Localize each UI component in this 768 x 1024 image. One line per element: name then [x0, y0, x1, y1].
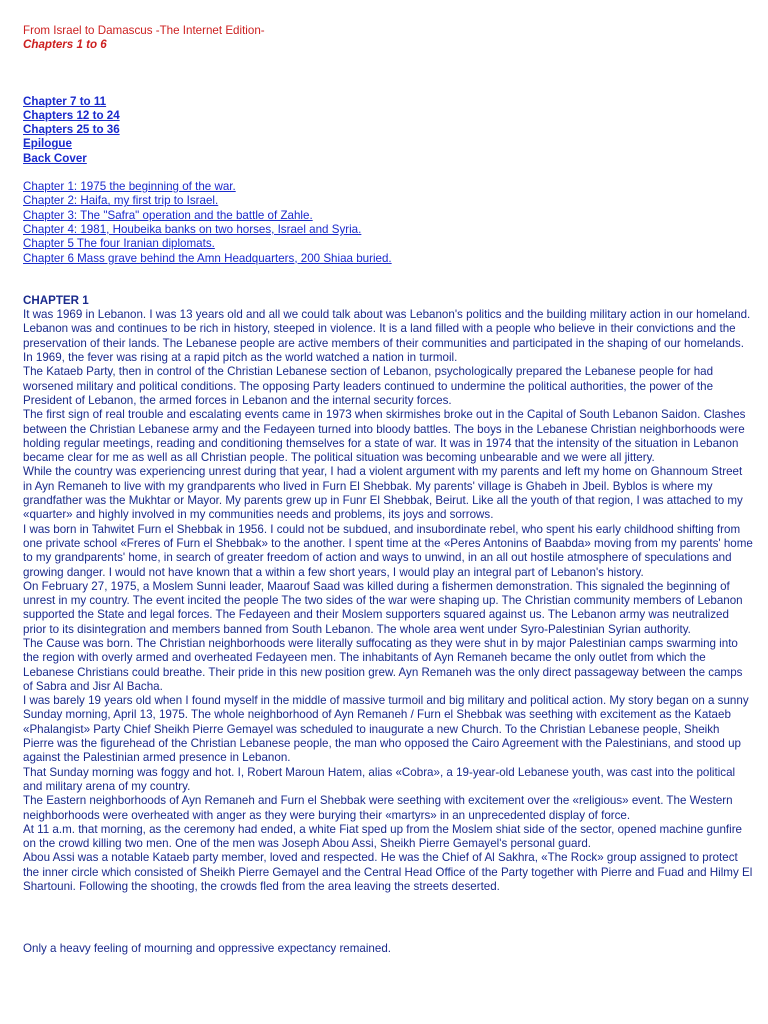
- paragraph: The first sign of real trouble and escalating events came in 1973 when skirmishes broke out in the Capital of South Lebanon Saidon. Clashes between the Christian Lebanese army and the Fedayeen turned into bloody battles. The boys in the Lebanese Christian neighborhoods were holding regular meetings, reading and conditioning themselves for a state of war. It was in 1974 that the intensity of the situation in Lebanon became clear for me as well as all Christian people. The political situation was becoming unbearable and we were all jittery.: [23, 408, 746, 465]
- link-chapter-4[interactable]: Chapter 4: 1981, Houbeika banks on two horses, Israel and Syria.: [23, 222, 362, 236]
- chapter-heading: CHAPTER 1: [23, 293, 89, 307]
- paragraph: I was born in Tahwitet Furn el Shebbak in 1956. I could not be subdued, and insubordinate rebel, who spent his early childhood shifting from one private school «Freres of Furn el Shebbak» to the another. I spent time at the «Peres Antonins of Baabda» moving from my parents' home to my grandparents' home, in search of greater freedom of action and ways to unwind, in an all out hostile atmosphere of speculations and growing danger. I would not have known that a within a few short years, I would play an integral part of Lebanon's history.: [23, 522, 753, 579]
- paragraph: It was 1969 in Lebanon. I was 13 years old and all we could talk about was Lebanon's politics and the building military action in our homeland. Lebanon was and continues to be rich in history, steeped in violence. It is a land filled with a people who believe in their convictions and the preservation of their lands. The Lebanese people are active members of their communities and participated in the shaping of our homelands. In 1969, the fever was rising at a rapid pitch as the world watched a nation in turmoil.: [23, 308, 751, 365]
- paragraph: The Kataeb Party, then in control of the Christian Lebanese section of Lebanon, psychologically prepared the Lebanese people for had worsened military and political conditions. The opposing Party leaders continued to undermine the political authorities, the power of the President of Lebanon, the armed forces in Lebanon and the internal security forces.: [23, 365, 714, 407]
- section-links: [23, 95, 753, 166]
- chapter-body: [23, 308, 753, 894]
- paragraph: That Sunday morning was foggy and hot. I, Robert Maroun Hatem, alias «Cobra», a 19-year-old Lebanese youth, was cast into the political and military arena of my country.: [23, 765, 736, 793]
- link-chapter-5[interactable]: Chapter 5 The four Iranian diplomats.: [23, 237, 215, 251]
- paragraph: The Eastern neighborhoods of Ayn Remaneh and Furn el Shebbak were seething with excitement over the «religious» event. The Western neighborhoods were overheated with anger as they were burying their «martyrs» in an unprecedented display of force.: [23, 794, 733, 822]
- link-chapters-25-36[interactable]: Chapters 25 to 36: [23, 123, 120, 137]
- link-chapters-12-24[interactable]: Chapters 12 to 24: [23, 108, 120, 122]
- link-chapter-6[interactable]: Chapter 6 Mass grave behind the Amn Headquarters, 200 Shiaa buried.: [23, 251, 392, 265]
- link-epilogue[interactable]: Epilogue: [23, 137, 72, 151]
- link-back-cover[interactable]: Back Cover: [23, 151, 87, 165]
- document-page: [23, 24, 753, 957]
- link-chapter-2[interactable]: Chapter 2: Haifa, my first trip to Israel.: [23, 194, 219, 208]
- paragraph: The Cause was born. The Christian neighborhoods were literally suffocating as they were shut in by major Palestinian camps swarming into the region with overly armed and overheated Fedayeen men. The inhabitants of Ayn Remaneh became the only outlet from which the Lebanese Christians could breathe. Their pride in this new position grew. Ayn Remaneh was the only direct passageway between the camps of Sabra and Jisr Al Bacha.: [23, 636, 743, 693]
- link-chapter-1[interactable]: Chapter 1: 1975 the beginning of the war.: [23, 180, 236, 194]
- document-title: From Israel to Damascus -The Internet Edition-: [23, 24, 265, 37]
- paragraph: I was barely 19 years old when I found myself in the middle of massive turmoil and big military and political action. My story began on a sunny Sunday morning, April 13, 1975. The whole neighborhood of Ayn Remaneh / Furn el Shebbak was seething with excitement as the Kataeb «Phalangist» Party Chief Sheikh Pierre Gemayel was scheduled to inaugurate a new Church. To the Christian Lebanese people, Sheikh Pierre was the figurehead of the Christian Lebanese people, the man who opposed the Cairo Agreement with the Palestinians, and stood up against the Palestinian armed presence in Lebanon.: [23, 694, 749, 765]
- paragraph: While the country was experiencing unrest during that year, I had a violent argument with my parents and left my home on Ghannoum Street in Ayn Remaneh to live with my grandparents who lived in Furn El Shebbak. My parents' village is Ghabeh in Jbeil. Byblos is where my grandfather was the Mukhtar or Mayor. My parents grew up in Funr El Shebbak, Beirut. Like all the youth of that region, I was attached to my «quarter» and highly involved in my communities needs and problems, its joys and sorrows.: [23, 465, 743, 522]
- link-chapter-3[interactable]: Chapter 3: The "Safra" operation and the battle of Zahle.: [23, 208, 313, 222]
- trailing-paragraph: Only a heavy feeling of mourning and oppressive expectancy remained.: [23, 942, 391, 956]
- link-chapters-7-11[interactable]: Chapter 7 to 11: [23, 94, 107, 108]
- document-subtitle: Chapters 1 to 6: [23, 38, 107, 52]
- paragraph: On February 27, 1975, a Moslem Sunni leader, Maarouf Saad was killed during a fishermen demonstration. This signaled the beginning of unrest in my country. The event incited the people The two sides of the war were shaping up. The Christian community members of Lebanon supported the State and legal forces. The Fedayeen and their Moslem supporters squared against us. The Lebanon army was neutralized prior to its disintegration and members banned from South Lebanon. The whole area went under Syro-Palestinian Syrian authority.: [23, 579, 743, 636]
- chapter-links: [23, 180, 753, 266]
- paragraph: Abou Assi was a notable Kataeb party member, loved and respected. He was the Chief of Al Sakhra, «The Rock» group assigned to protect the inner circle which consisted of Sheikh Pierre Gemayel and the Central Head Office of the Party together with Pierre and Fuad and Hilmy El Shartouni. Following the shooting, the crowds fled from the area leaving the streets deserted.: [23, 851, 753, 894]
- paragraph: At 11 a.m. that morning, as the ceremony had ended, a white Fiat sped up from the Moslem shiat side of the sector, opened machine gunfire on the crowd killing two men. One of the men was Joseph Abou Assi, Sheikh Pierre Gemayel's personal guard.: [23, 822, 742, 851]
